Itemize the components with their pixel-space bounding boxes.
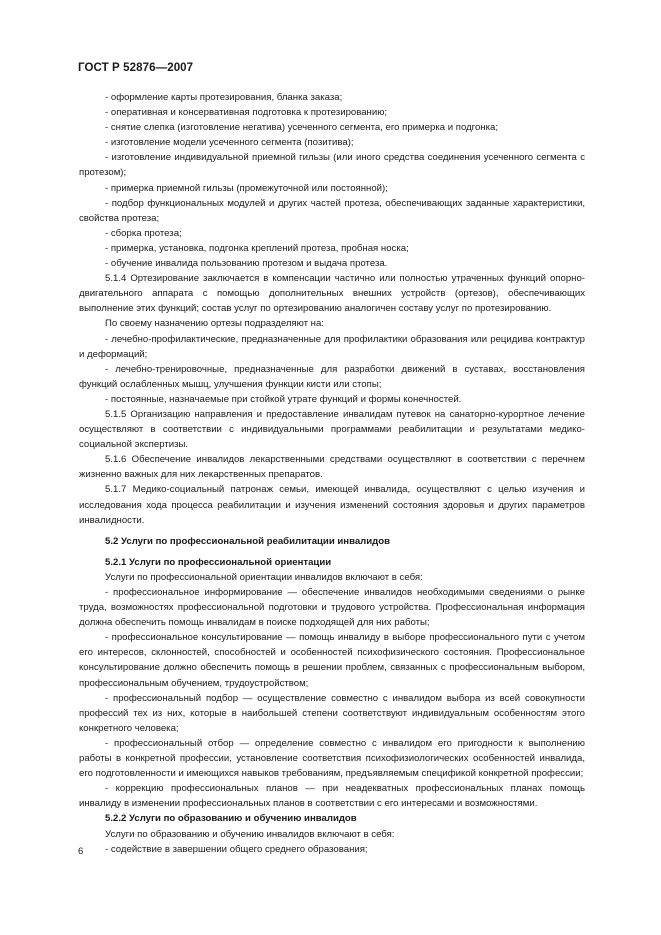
document-body [79,90,585,857]
list-item: - сборка протеза; [105,227,182,239]
list-item: - изготовление индивидуальной приемной гильзы (или иного средства соединения усеченного сегмента с протезом); [79,152,585,179]
paragraph: По своему назначению ортезы подразделяют на: [105,318,324,330]
list-item: - примерка, установка, подгонка креплений протеза, пробная носка; [105,242,409,254]
list-item: - профессиональный подбор — осуществление совместно с инвалидом выбора из всей совокупности профессий тех из них, которые в наибольшей степени соответствуют индивидуальным особенностям этого конкретного человека; [79,692,585,734]
list-item: - примерка приемной гильзы (промежуточной или постоянной); [105,182,388,194]
clause-5-1-7: 5.1.7 Медико-социальный патронаж семьи, имеющей инвалида, осуществляют с целью изучения и исследования хода процесса реабилитации и изучения изменений состояния здоровья и других параметров инвалидности. [79,484,585,526]
list-item: - лечебно-тренировочные, предназначенные для разработки движений в суставах, восстановления функций ослабленных мышц, улучшения функции кисти или стопы; [79,363,585,390]
list-item: - подбор функциональных модулей и других частей протеза, обеспечивающих заданные характеристики, свойства протеза; [79,197,585,224]
paragraph: Услуги по профессиональной ориентации инвалидов включают в себя: [105,571,423,583]
paragraph: Услуги по образованию и обучению инвалидов включают в себя: [105,828,395,840]
list-item: - постоянные, назначаемые при стойкой утрате функций и формы конечностей. [105,393,462,405]
list-item: - обучение инвалида пользованию протезом и выдача протеза. [105,258,388,270]
document-header: ГОСТ Р 52876—2007 [78,62,194,74]
list-item: - оперативная и консервативная подготовка к протезированию; [105,107,388,119]
list-item: - коррекцию профессиональных планов — при неадекватных профессиональных планах помощь инвалиду в изменении профессиональных планов в соответствии с его интересами и возможностями. [79,783,585,810]
list-item: - оформление карты протезирования, бланка заказа; [105,92,343,103]
list-item: - лечебно-профилактические, предназначенные для профилактики образования или рецидива контрактур и деформаций; [79,333,585,360]
clause-5-1-5: 5.1.5 Организацию направления и предоставление инвалидам путевок на санаторно-курортное лечение осуществляют в соответствии с индивидуальными программами реабилитации и результатами медико-социальной экспертизы. [79,408,585,451]
section-5-2-1-heading: 5.2.1 Услуги по профессиональной ориентации [105,556,332,568]
list-item: - снятие слепка (изготовление негатива) усеченного сегмента, его примерка и подгонка; [105,122,499,134]
section-5-2-heading: 5.2 Услуги по профессиональной реабилитации инвалидов [105,535,391,547]
list-item: - профессиональное информирование — обеспечение инвалидов необходимыми сведениями о рынке труда, возможностях профессиональной подготовки и трудового устройства. Профессиональная информация должна обеспечить помощь инвалидам в поиске подходящей для них работы; [79,587,585,629]
clause-5-1-6: 5.1.6 Обеспечение инвалидов лекарственными средствами осуществляют в соответствии с перечнем жизненно важных для них лекарственных препаратов. [79,454,585,481]
list-item: - профессиональное консультирование — помощь инвалиду в выборе профессионального пути с учетом его интересов, склонностей, способностей и особенностей психофизического состояния. Профессиональное консультирование должно обеспечить помощь в решении проблем, связанных с профессиональным выбором, профессиональным обучением, трудоустройством; [79,632,585,689]
list-item: - изготовление модели усеченного сегмента (позитива); [105,137,354,149]
clause-5-1-4: 5.1.4 Ортезирование заключается в компенсации частично или полностью утраченных функций опорно-двигательного аппарата с помощью дополнительных внешних устройств (ортезов), обеспечивающих выполнение этих функций; состав услуг по ортезированию аналогичен составу услуг по протезированию. [79,273,585,315]
list-item: - профессиональный отбор — определение совместно с инвалидом его пригодности к выполнению работы в конкретной профессии, установление соответствия психофизиологических особенностей инвалида, его подготовленности и имеющихся навыков требованиям, предъявляемым спецификой конкретной профессии; [79,737,585,780]
section-5-2-2-heading: 5.2.2 Услуги по образованию и обучению инвалидов [105,813,357,825]
list-item: - содействие в завершении общего среднего образования; [105,843,368,855]
page-number: 6 [78,846,84,857]
